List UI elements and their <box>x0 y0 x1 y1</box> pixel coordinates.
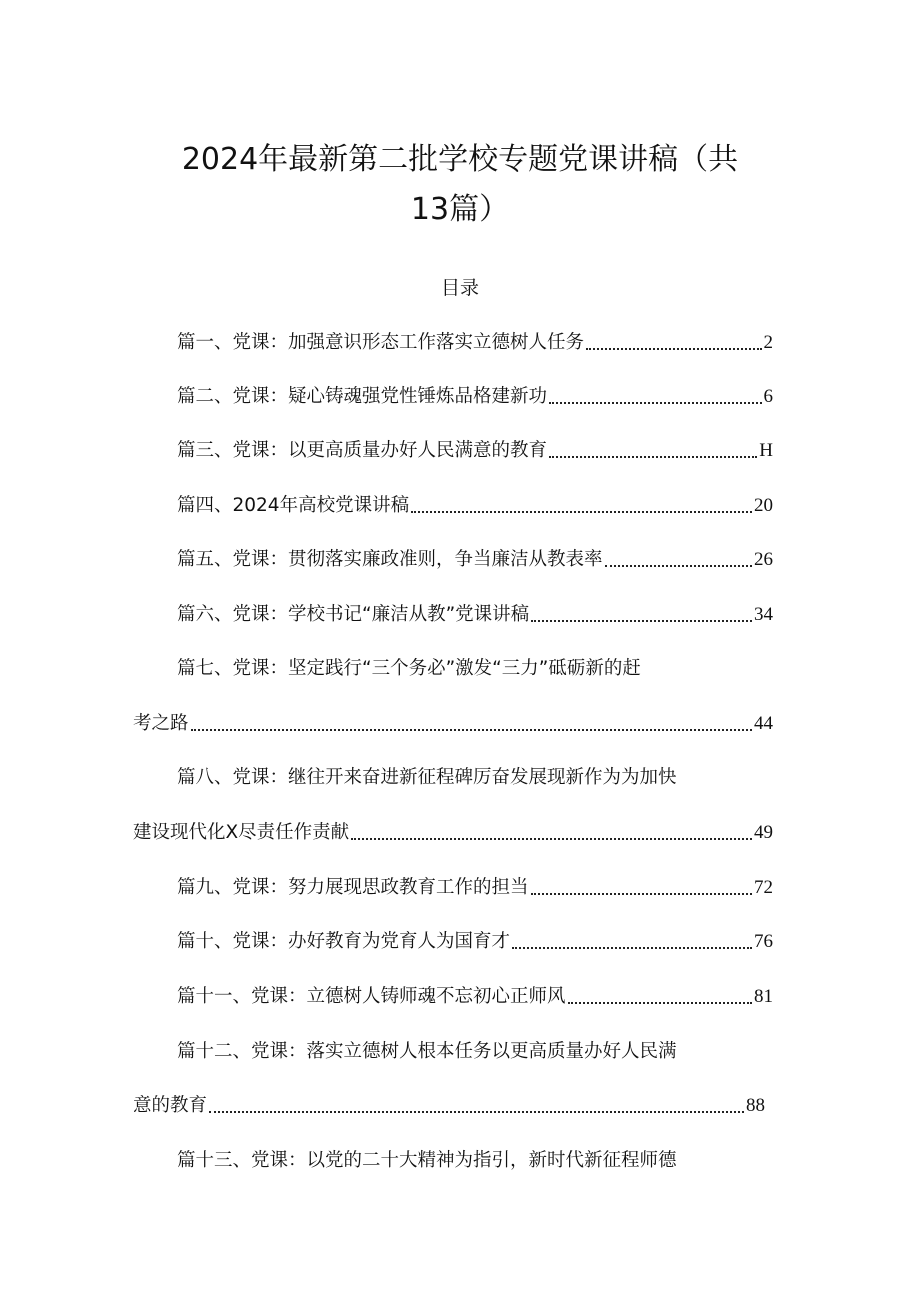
toc-entry[interactable] <box>177 438 773 464</box>
toc-entry-line-2[interactable] <box>133 1093 765 1119</box>
toc-entry-page: 76 <box>754 931 773 952</box>
toc-entry-page: 26 <box>754 549 773 570</box>
toc-entry-line-1[interactable] <box>177 765 773 791</box>
document-title-line-1: 2024年最新第二批学校专题党课讲稿（共 <box>181 142 739 177</box>
toc-entry-title: 篇四、2024年高校党课讲稿 <box>177 495 410 516</box>
toc-entry-title: 篇十三、党课：以党的二十大精神为指引，新时代新征程师德 <box>177 1150 677 1171</box>
toc-entry-line-1[interactable] <box>177 1039 773 1065</box>
toc-leader-dots <box>531 875 752 901</box>
toc-entry-page: H <box>759 440 773 461</box>
toc-entry-line-2[interactable] <box>133 820 773 846</box>
toc-entry[interactable] <box>177 547 773 573</box>
toc-leader-dots <box>411 493 752 519</box>
toc-entry-page: 44 <box>754 713 773 734</box>
toc-entry-title-cont: 考之路 <box>133 713 189 734</box>
document-title-line-2: 13篇） <box>410 192 510 227</box>
toc-entry[interactable] <box>177 929 773 955</box>
toc-leader-dots <box>549 384 761 410</box>
toc-entry-title: 篇十一、党课：立德树人铸师魂不忘初心正师风 <box>177 986 566 1007</box>
toc-leader-dots <box>351 820 752 846</box>
toc-entry-line-1[interactable] <box>177 656 773 682</box>
toc-leader-dots <box>531 602 752 628</box>
toc-entry[interactable] <box>177 330 773 356</box>
toc-entry-page: 72 <box>754 877 773 898</box>
toc-entry[interactable] <box>177 1148 773 1174</box>
toc-entry-title: 篇十二、党课：落实立德树人根本任务以更高质量办好人民满 <box>177 1041 677 1062</box>
toc-entry-page: 2 <box>763 332 773 353</box>
toc-entry[interactable] <box>177 493 773 519</box>
toc-entry-title: 篇十、党课：办好教育为党育人为国育才 <box>177 931 511 952</box>
toc-heading: 目录 <box>440 277 479 299</box>
toc-entry-title: 篇六、党课：学校书记“廉洁从教”党课讲稿 <box>177 604 530 625</box>
toc-entry-title: 篇二、党课：疑心铸魂强党性锤炼品格建新功 <box>177 386 548 407</box>
toc-leader-dots <box>209 1093 744 1119</box>
toc-entry-page: 6 <box>763 386 773 407</box>
toc-leader-dots <box>605 547 752 573</box>
toc-leader-dots <box>191 711 752 737</box>
toc-entry-title: 篇八、党课：继往开来奋进新征程碑厉奋发展现新作为为加快 <box>177 767 677 788</box>
toc-entry-title-cont: 建设现代化X尽责任作责献 <box>133 822 350 843</box>
toc-entry[interactable] <box>177 875 773 901</box>
toc-entry-line-2[interactable] <box>133 711 773 737</box>
toc-entry-page: 20 <box>754 495 773 516</box>
toc-entry-title: 篇七、党课：坚定践行“三个务必”激发“三力”砥砺新的赶 <box>177 658 641 679</box>
toc-entry-page: 49 <box>754 822 773 843</box>
toc-entry[interactable] <box>177 384 773 410</box>
toc-entry-page: 34 <box>754 604 773 625</box>
toc-entry-title: 篇三、党课：以更高质量办好人民满意的教育 <box>177 440 548 461</box>
toc-entry-page: 81 <box>754 986 773 1007</box>
toc-leader-dots <box>568 984 752 1010</box>
toc-entry-title-cont: 意的教育 <box>133 1095 208 1116</box>
toc-entry[interactable] <box>177 984 773 1010</box>
toc-entry-page: 88 <box>746 1095 765 1116</box>
toc-entry-title: 篇一、党课：加强意识形态工作落实立德树人任务 <box>177 332 585 353</box>
toc-entry-title: 篇九、党课：努力展现思政教育工作的担当 <box>177 877 529 898</box>
toc-entry-title: 篇五、党课：贯彻落实廉政准则，争当廉洁从教表率 <box>177 549 603 570</box>
toc-leader-dots <box>512 929 752 955</box>
toc-entry[interactable] <box>177 602 773 628</box>
toc-leader-dots <box>586 330 761 356</box>
toc-leader-dots <box>549 438 757 464</box>
